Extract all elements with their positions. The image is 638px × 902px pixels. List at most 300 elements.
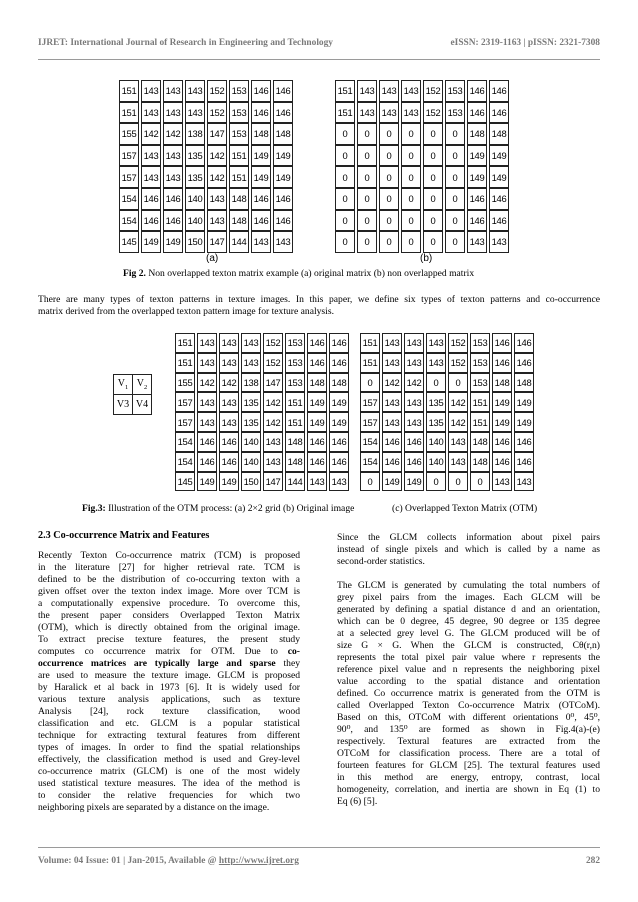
text-line: are used to measure the texture image. GLCM is proposed	[38, 670, 300, 681]
matrix-cell: 149	[273, 145, 293, 167]
matrix-cell: 146	[404, 452, 424, 472]
matrix-cell: 154	[119, 210, 139, 232]
fig2-label-a: (a)	[206, 253, 219, 264]
matrix-cell: 152	[448, 333, 468, 353]
right-column-paragraph-2	[337, 580, 600, 808]
text-line: Analysis [24], rock texture classification, wood	[38, 706, 300, 717]
matrix-cell: 0	[357, 188, 377, 210]
fig3-caption-c: (c) Overlapped Texton Matrix (OTM)	[392, 503, 538, 514]
matrix-cell: 135	[426, 412, 446, 432]
matrix-cell: 146	[467, 102, 487, 124]
text-line: called Overlapped Texton Co-occurrence Matrix (OTCoM).	[337, 700, 600, 711]
matrix-row	[335, 80, 509, 102]
matrix-cell: 151	[360, 353, 380, 373]
matrix-cell: 146	[197, 432, 217, 452]
text-line: computes co occurrence matrix for OTM. Due to co-	[38, 646, 300, 657]
matrix-cell: 0	[379, 231, 399, 253]
matrix-cell: 148	[470, 452, 490, 472]
matrix-cell: 143	[241, 333, 261, 353]
matrix-row	[335, 145, 509, 167]
matrix-cell: 146	[307, 333, 327, 353]
matrix-cell: 151	[285, 392, 305, 412]
matrix-cell: 146	[307, 432, 327, 452]
matrix-cell: 142	[448, 412, 468, 432]
matrix-cell: 143	[379, 80, 399, 102]
matrix-cell: 146	[467, 188, 487, 210]
matrix-cell: 152	[263, 333, 283, 353]
matrix-cell: 146	[219, 452, 239, 472]
matrix-cell: 0	[445, 145, 465, 167]
matrix-cell: 135	[241, 392, 261, 412]
matrix-cell: 143	[263, 452, 283, 472]
matrix-cell: 0	[357, 166, 377, 188]
matrix-cell: 146	[489, 102, 509, 124]
matrix-cell: 142	[163, 123, 183, 145]
matrix-row	[360, 392, 534, 412]
matrix-cell: 0	[335, 123, 355, 145]
matrix-cell: 0	[423, 231, 443, 253]
matrix-cell: 149	[329, 392, 349, 412]
matrix-cell: 149	[219, 472, 239, 492]
matrix-cell: 0	[445, 188, 465, 210]
matrix-row	[360, 472, 534, 492]
matrix-cell: 149	[492, 392, 512, 412]
matrix-cell: 143	[197, 412, 217, 432]
matrix-cell: 140	[185, 188, 205, 210]
intro-paragraph	[38, 294, 600, 318]
text-line: instead of single pixels and which is called by a name as	[337, 544, 600, 555]
matrix-cell: 145	[119, 231, 139, 253]
matrix-cell: 149	[329, 412, 349, 432]
matrix-cell: 143	[492, 472, 512, 492]
matrix-cell: 0	[360, 373, 380, 393]
matrix-cell: 143	[219, 412, 239, 432]
matrix-cell: 143	[404, 392, 424, 412]
matrix-cell: 153	[285, 333, 305, 353]
matrix-cell: 149	[467, 166, 487, 188]
matrix-cell: 148	[251, 123, 271, 145]
matrix-cell: 153	[229, 102, 249, 124]
matrix-cell: 151	[175, 333, 195, 353]
matrix-cell: 148	[229, 210, 249, 232]
grid-cell-v2: $V_2$	[133, 375, 152, 395]
matrix-cell: 157	[175, 392, 195, 412]
matrix-cell: 142	[219, 373, 239, 393]
matrix-cell: 0	[401, 166, 421, 188]
matrix-cell: 146	[492, 353, 512, 373]
matrix-cell: 149	[141, 231, 161, 253]
matrix-cell: 148	[467, 123, 487, 145]
matrix-cell: 146	[492, 333, 512, 353]
matrix-cell: 143	[219, 333, 239, 353]
page-footer	[38, 856, 600, 866]
matrix-cell: 157	[119, 166, 139, 188]
matrix-cell: 146	[273, 210, 293, 232]
matrix-cell: 143	[251, 231, 271, 253]
journal-name: IJRET: International Journal of Research in Engineering and Technology	[38, 38, 333, 48]
matrix-cell: 143	[141, 166, 161, 188]
fig3-caption-text: Illustration of the OTM process: (a) 2×2 grid (b) Original image	[105, 503, 355, 514]
matrix-row	[335, 188, 509, 210]
matrix-cell: 143	[514, 472, 534, 492]
matrix-cell: 140	[241, 432, 261, 452]
matrix-cell: 154	[175, 432, 195, 452]
matrix-cell: 150	[185, 231, 205, 253]
matrix-cell: 0	[445, 123, 465, 145]
matrix-cell: 135	[426, 392, 446, 412]
matrix-cell: 0	[379, 188, 399, 210]
matrix-row	[175, 452, 349, 472]
matrix-cell: 146	[382, 432, 402, 452]
matrix-cell: 143	[426, 333, 446, 353]
matrix-cell: 143	[185, 80, 205, 102]
matrix-cell: 143	[163, 145, 183, 167]
matrix-cell: 142	[207, 166, 227, 188]
matrix-row	[119, 80, 293, 102]
matrix-row	[175, 373, 349, 393]
matrix-cell: 143	[163, 102, 183, 124]
matrix-cell: 146	[404, 432, 424, 452]
text-line: value according to the spatial distance and orientation	[337, 676, 600, 687]
matrix-cell: 153	[470, 333, 490, 353]
text-line: fourteen features for GLCM [25]. The textural features used	[337, 760, 600, 771]
fig3-grid	[113, 374, 152, 415]
fig3-caption	[82, 503, 354, 514]
matrix-cell: 140	[241, 452, 261, 472]
matrix-row	[119, 123, 293, 145]
matrix-cell: 144	[285, 472, 305, 492]
issn: eISSN: 2319-1163 | pISSN: 2321-7308	[450, 38, 600, 48]
matrix-cell: 151	[175, 353, 195, 373]
matrix-cell: 143	[404, 353, 424, 373]
matrix-cell: 0	[401, 210, 421, 232]
matrix-cell: 146	[141, 188, 161, 210]
matrix-cell: 145	[175, 472, 195, 492]
matrix-cell: 157	[360, 392, 380, 412]
text-line: technique for extracting textural features from different	[38, 730, 300, 741]
matrix-cell: 143	[467, 231, 487, 253]
matrix-cell: 143	[489, 231, 509, 253]
matrix-cell: 146	[489, 188, 509, 210]
matrix-cell: 142	[263, 392, 283, 412]
text-line: defined. Co occurrence matrix is generated from the OTM is	[337, 688, 600, 699]
page-number: 282	[585, 856, 600, 866]
matrix-cell: 142	[448, 392, 468, 412]
matrix-cell: 157	[360, 412, 380, 432]
matrix-cell: 150	[241, 472, 261, 492]
journal-link[interactable]: http://www.ijret.org	[218, 856, 299, 866]
text-line: Recently Texton Co-occurrence matrix (TCM) is proposed	[38, 550, 300, 561]
matrix-cell: 146	[251, 210, 271, 232]
matrix-cell: 146	[514, 452, 534, 472]
matrix-cell: 146	[273, 188, 293, 210]
matrix-cell: 152	[263, 353, 283, 373]
matrix-cell: 143	[448, 432, 468, 452]
matrix-cell: 146	[492, 432, 512, 452]
text-line: matrix derived from the overlapped texton pattern image for texture analysis.	[38, 306, 334, 317]
matrix-cell: 0	[335, 166, 355, 188]
matrix-cell: 143	[207, 188, 227, 210]
matrix-cell: 143	[307, 472, 327, 492]
fig3-caption-label: Fig.3:	[82, 503, 106, 514]
matrix-row	[119, 188, 293, 210]
matrix-cell: 142	[207, 145, 227, 167]
matrix-cell: 143	[401, 102, 421, 124]
footer-volume-text: Volume: 04 Issue: 01 | Jan-2015, Available @	[38, 856, 219, 866]
text-line: homogeneity, correlation, and inertia are shown in Eq (1) to	[337, 784, 600, 795]
text-line: in the literature [27] for higher retrieval rate. TCM is	[38, 562, 300, 573]
matrix-cell: 148	[492, 373, 512, 393]
text-line: co-occurrence matrix (GLCM) is one of the most widely	[38, 766, 300, 777]
matrix-cell: 151	[229, 166, 249, 188]
matrix-cell: 155	[175, 373, 195, 393]
text-line: in this method are energy, entropy, contrast, local	[337, 772, 600, 783]
matrix-cell: 149	[197, 472, 217, 492]
text-line: occurrence matrices are typically large and sparse they	[38, 658, 300, 669]
text-line: grey pixel pairs from the images. Each GLCM will be	[337, 592, 600, 603]
fig2-non-overlapped-matrix	[333, 80, 511, 253]
matrix-cell: 151	[470, 412, 490, 432]
text-line: by Haralick et al back in 1973 [6]. It is widely used for	[38, 682, 300, 693]
matrix-cell: 146	[514, 432, 534, 452]
matrix-cell: 143	[382, 333, 402, 353]
matrix-cell: 143	[426, 353, 446, 373]
matrix-cell: 135	[185, 145, 205, 167]
matrix-cell: 0	[423, 145, 443, 167]
matrix-cell: 143	[197, 353, 217, 373]
matrix-cell: 0	[423, 210, 443, 232]
matrix-cell: 143	[382, 353, 402, 373]
matrix-cell: 153	[229, 123, 249, 145]
matrix-cell: 146	[329, 452, 349, 472]
matrix-cell: 142	[404, 373, 424, 393]
fig2-label-b: (b)	[420, 253, 433, 264]
matrix-row	[335, 166, 509, 188]
right-column-paragraph-1	[337, 532, 600, 568]
matrix-cell: 143	[404, 333, 424, 353]
matrix-cell: 149	[382, 472, 402, 492]
matrix-cell: 153	[229, 80, 249, 102]
matrix-cell: 147	[207, 123, 227, 145]
text-line: at a selected grey level G. The GLCM produced will be of	[337, 628, 600, 639]
matrix-cell: 146	[467, 210, 487, 232]
matrix-cell: 143	[329, 472, 349, 492]
text-line: types of images. In order to find the spatial relationships	[38, 742, 300, 753]
matrix-cell: 153	[445, 102, 465, 124]
matrix-cell: 140	[185, 210, 205, 232]
text-line: 90⁰, and 135⁰ are formed as shown in Fig.4(a)-(e)	[337, 724, 600, 735]
fig2-caption	[123, 268, 474, 279]
matrix-cell: 157	[119, 145, 139, 167]
matrix-cell: 149	[251, 145, 271, 167]
text-line: which can be 0 degree, 45 degree, 90 degree or 135 degree	[337, 616, 600, 627]
matrix-cell: 146	[492, 452, 512, 472]
matrix-cell: 0	[423, 123, 443, 145]
matrix-row	[360, 353, 534, 373]
matrix-cell: 146	[514, 353, 534, 373]
matrix-cell: 146	[251, 80, 271, 102]
matrix-cell: 143	[163, 166, 183, 188]
matrix-cell: 148	[229, 188, 249, 210]
matrix-cell: 151	[119, 102, 139, 124]
matrix-row	[175, 432, 349, 452]
matrix-cell: 146	[251, 188, 271, 210]
matrix-cell: 142	[263, 412, 283, 432]
matrix-cell: 149	[273, 166, 293, 188]
matrix-cell: 0	[401, 231, 421, 253]
matrix-row	[360, 432, 534, 452]
matrix-row	[175, 472, 349, 492]
text-line: generated by defining a spatial distance d and an orientation,	[337, 604, 600, 615]
matrix-cell: 0	[360, 472, 380, 492]
matrix-cell: 0	[401, 188, 421, 210]
matrix-cell: 0	[423, 166, 443, 188]
text-line: used statistical texture measures. The idea of the method is	[38, 778, 300, 789]
matrix-cell: 152	[207, 80, 227, 102]
text-line: OTCoM for classification process. There are a total of	[337, 748, 600, 759]
matrix-cell: 143	[273, 231, 293, 253]
matrix-cell: 143	[197, 392, 217, 412]
matrix-cell: 151	[335, 80, 355, 102]
matrix-cell: 0	[445, 231, 465, 253]
text-line: effectively, the classification method is used and Grey-level	[38, 754, 300, 765]
matrix-cell: 143	[241, 353, 261, 373]
matrix-cell: 148	[285, 452, 305, 472]
matrix-cell: 143	[163, 80, 183, 102]
matrix-cell: 152	[423, 80, 443, 102]
matrix-cell: 0	[379, 210, 399, 232]
matrix-cell: 146	[141, 210, 161, 232]
matrix-cell: 143	[141, 145, 161, 167]
matrix-cell: 138	[185, 123, 205, 145]
fig3-overlapped-matrix	[358, 333, 536, 491]
matrix-cell: 149	[489, 166, 509, 188]
section-heading: 2.3 Co-occurrence Matrix and Features	[38, 530, 210, 541]
matrix-cell: 146	[329, 353, 349, 373]
matrix-cell: 143	[219, 392, 239, 412]
matrix-cell: 0	[426, 373, 446, 393]
matrix-cell: 0	[448, 472, 468, 492]
matrix-cell: 135	[185, 166, 205, 188]
matrix-cell: 152	[423, 102, 443, 124]
matrix-cell: 142	[197, 373, 217, 393]
matrix-cell: 146	[382, 452, 402, 472]
text-line: Eq (6) [5].	[337, 796, 378, 807]
footer-volume	[38, 856, 299, 866]
matrix-cell: 157	[175, 412, 195, 432]
matrix-cell: 144	[229, 231, 249, 253]
text-line: To extract precise texture features, the present study	[38, 634, 300, 645]
matrix-cell: 143	[448, 452, 468, 472]
matrix-cell: 0	[335, 145, 355, 167]
matrix-cell: 138	[241, 373, 261, 393]
matrix-cell: 0	[357, 123, 377, 145]
matrix-cell: 154	[360, 452, 380, 472]
text-line: defined to be the distribution of co-occurring texton with a	[38, 574, 300, 585]
grid-cell-v3: V3	[114, 395, 133, 415]
matrix-cell: 146	[273, 102, 293, 124]
text-line: Since the GLCM collects information about pixel pairs	[337, 532, 600, 543]
matrix-cell: 146	[273, 80, 293, 102]
text-line: reference pixel value and n represents the neighboring pixel	[337, 664, 600, 675]
matrix-cell: 149	[307, 392, 327, 412]
matrix-row	[360, 333, 534, 353]
matrix-cell: 0	[448, 373, 468, 393]
matrix-cell: 143	[185, 102, 205, 124]
grid-cell-v1: $V_1$	[114, 375, 133, 395]
text-line: a computationally expensive procedure. To overcome this,	[38, 598, 300, 609]
fig2-caption-text: Non overlapped texton matrix example (a) original matrix (b) non overlapped matrix	[145, 268, 475, 279]
matrix-row	[119, 166, 293, 188]
matrix-cell: 149	[163, 231, 183, 253]
matrix-cell: 154	[175, 452, 195, 472]
matrix-cell: 149	[251, 166, 271, 188]
matrix-row	[119, 102, 293, 124]
matrix-cell: 135	[241, 412, 261, 432]
matrix-cell: 151	[470, 392, 490, 412]
text-line: the present paper considers Overlapped Texton Matrix	[38, 610, 300, 621]
matrix-cell: 143	[219, 353, 239, 373]
fig2-original-matrix	[117, 80, 295, 253]
matrix-cell: 148	[489, 123, 509, 145]
matrix-cell: 0	[401, 145, 421, 167]
matrix-cell: 147	[207, 231, 227, 253]
matrix-cell: 149	[307, 412, 327, 432]
matrix-row	[360, 412, 534, 432]
matrix-row	[360, 373, 534, 393]
matrix-cell: 0	[379, 145, 399, 167]
grid-cell-v4: V4	[133, 395, 152, 415]
matrix-cell: 146	[251, 102, 271, 124]
matrix-cell: 142	[141, 123, 161, 145]
matrix-cell: 140	[426, 452, 446, 472]
matrix-cell: 0	[401, 123, 421, 145]
matrix-cell: 149	[467, 145, 487, 167]
footer-rule	[38, 847, 600, 848]
matrix-cell: 143	[357, 102, 377, 124]
matrix-cell: 151	[229, 145, 249, 167]
text-line: respectively. Textural features are extracted from the	[337, 736, 600, 747]
matrix-cell: 0	[335, 188, 355, 210]
text-line: size G × G. When the GLCM is constructed, Cθ(r,n)	[337, 640, 600, 651]
matrix-cell: 0	[379, 123, 399, 145]
matrix-cell: 146	[329, 333, 349, 353]
matrix-cell: 142	[382, 373, 402, 393]
matrix-cell: 140	[426, 432, 446, 452]
matrix-cell: 0	[445, 210, 465, 232]
matrix-cell: 0	[423, 188, 443, 210]
matrix-cell: 152	[448, 353, 468, 373]
matrix-cell: 149	[514, 412, 534, 432]
matrix-cell: 0	[335, 231, 355, 253]
matrix-cell: 148	[285, 432, 305, 452]
matrix-row	[335, 102, 509, 124]
matrix-row	[119, 145, 293, 167]
matrix-cell: 151	[335, 102, 355, 124]
matrix-cell: 146	[489, 210, 509, 232]
header-rule	[38, 59, 600, 60]
text-line: various texture analysis applications, such as texture	[38, 694, 300, 705]
matrix-cell: 146	[307, 353, 327, 373]
matrix-row	[335, 210, 509, 232]
text-line: There are many types of texton patterns in texture images. In this paper, we define six types of texton patterns and co-occurrence	[38, 294, 600, 305]
matrix-cell: 153	[470, 353, 490, 373]
text-line: (OTM), which is directly obtained from the original image.	[38, 622, 300, 633]
matrix-cell: 152	[207, 102, 227, 124]
matrix-cell: 0	[445, 166, 465, 188]
matrix-cell: 146	[219, 432, 239, 452]
matrix-cell: 143	[207, 210, 227, 232]
